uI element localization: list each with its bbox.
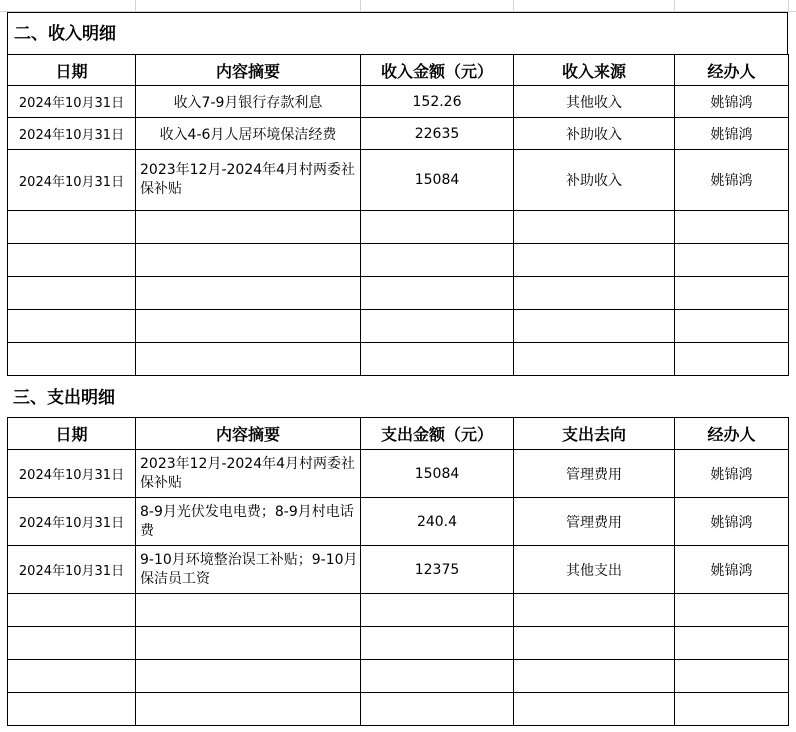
empty-cell[interactable] <box>675 660 789 693</box>
empty-cell[interactable] <box>675 693 789 726</box>
empty-row <box>8 627 789 660</box>
empty-row <box>8 343 789 376</box>
empty-cell[interactable] <box>8 594 136 627</box>
table-row <box>8 450 789 498</box>
cell-date[interactable]: 2024年10月31日 <box>8 450 136 498</box>
empty-row <box>8 660 789 693</box>
empty-row <box>8 594 789 627</box>
table-row <box>8 498 789 546</box>
cell-target[interactable]: 管理费用 <box>514 450 675 498</box>
cell-date[interactable]: 2024年10月31日 <box>8 546 136 594</box>
expense-section-title: 三、支出明细 <box>13 388 115 408</box>
empty-cell[interactable] <box>514 693 675 726</box>
empty-cell[interactable] <box>361 594 514 627</box>
header-handler: 经办人 <box>675 55 789 86</box>
empty-cell[interactable] <box>675 627 789 660</box>
empty-cell[interactable] <box>8 693 136 726</box>
cell-summary[interactable]: 8-9月光伏发电电费；8-9月村电话费 <box>136 498 361 546</box>
empty-cell[interactable] <box>136 310 361 343</box>
cell-source[interactable]: 补助收入 <box>514 150 675 211</box>
income-section-title: 二、收入明细 <box>7 12 788 54</box>
cell-summary[interactable]: 2023年12月-2024年4月村两委社保补贴 <box>136 150 361 211</box>
empty-cell[interactable] <box>675 244 789 277</box>
income-header-row <box>8 55 789 86</box>
cell-summary[interactable]: 收入4-6月人居环境保洁经费 <box>136 118 361 150</box>
empty-cell[interactable] <box>361 627 514 660</box>
empty-cell[interactable] <box>514 594 675 627</box>
empty-cell[interactable] <box>514 244 675 277</box>
empty-cell[interactable] <box>136 693 361 726</box>
empty-cell[interactable] <box>361 244 514 277</box>
cell-amount[interactable]: 15084 <box>361 450 514 498</box>
table-row <box>8 150 789 211</box>
empty-cell[interactable] <box>361 211 514 244</box>
header-summary: 内容摘要 <box>136 418 361 450</box>
header-source: 收入来源 <box>514 55 675 86</box>
table-row <box>8 546 789 594</box>
cell-summary[interactable]: 收入7-9月银行存款利息 <box>136 86 361 118</box>
cell-summary[interactable]: 2023年12月-2024年4月村两委社保补贴 <box>136 450 361 498</box>
cell-handler[interactable]: 姚锦鸿 <box>675 498 789 546</box>
header-summary: 内容摘要 <box>136 55 361 86</box>
empty-cell[interactable] <box>675 343 789 376</box>
cell-source[interactable]: 其他收入 <box>514 86 675 118</box>
empty-cell[interactable] <box>8 211 136 244</box>
empty-row <box>8 244 789 277</box>
top-gridlines <box>0 0 796 12</box>
empty-cell[interactable] <box>361 343 514 376</box>
cell-handler[interactable]: 姚锦鸿 <box>675 450 789 498</box>
cell-target[interactable]: 管理费用 <box>514 498 675 546</box>
empty-cell[interactable] <box>514 660 675 693</box>
income-table <box>7 54 789 376</box>
cell-amount[interactable]: 22635 <box>361 118 514 150</box>
empty-row <box>8 693 789 726</box>
table-row <box>8 86 789 118</box>
empty-cell[interactable] <box>8 660 136 693</box>
empty-cell[interactable] <box>136 244 361 277</box>
empty-cell[interactable] <box>136 277 361 310</box>
empty-cell[interactable] <box>8 277 136 310</box>
header-date: 日期 <box>8 55 136 86</box>
empty-cell[interactable] <box>514 277 675 310</box>
empty-cell[interactable] <box>136 594 361 627</box>
empty-cell[interactable] <box>514 627 675 660</box>
empty-cell[interactable] <box>136 627 361 660</box>
empty-cell[interactable] <box>361 310 514 343</box>
expense-header-row <box>8 418 789 450</box>
empty-row <box>8 211 789 244</box>
table-row <box>8 118 789 150</box>
header-target: 支出去向 <box>514 418 675 450</box>
empty-cell[interactable] <box>361 277 514 310</box>
cell-handler[interactable]: 姚锦鸿 <box>675 546 789 594</box>
empty-cell[interactable] <box>136 211 361 244</box>
empty-cell[interactable] <box>514 343 675 376</box>
empty-cell[interactable] <box>8 244 136 277</box>
cell-handler[interactable]: 姚锦鸿 <box>675 86 789 118</box>
cell-target[interactable]: 其他支出 <box>514 546 675 594</box>
empty-cell[interactable] <box>361 693 514 726</box>
header-amount: 支出金额（元） <box>361 418 514 450</box>
empty-cell[interactable] <box>675 310 789 343</box>
expense-table <box>7 417 789 726</box>
cell-amount[interactable]: 12375 <box>361 546 514 594</box>
empty-cell[interactable] <box>675 211 789 244</box>
cell-amount[interactable]: 15084 <box>361 150 514 211</box>
empty-cell[interactable] <box>514 211 675 244</box>
empty-cell[interactable] <box>675 277 789 310</box>
cell-source[interactable]: 补助收入 <box>514 118 675 150</box>
header-handler: 经办人 <box>675 418 789 450</box>
empty-cell[interactable] <box>8 343 136 376</box>
empty-cell[interactable] <box>514 310 675 343</box>
empty-cell[interactable] <box>8 310 136 343</box>
empty-row <box>8 277 789 310</box>
header-date: 日期 <box>8 418 136 450</box>
cell-date[interactable]: 2024年10月31日 <box>8 150 136 211</box>
cell-summary[interactable]: 9-10月环境整治误工补贴；9-10月保洁员工资 <box>136 546 361 594</box>
cell-amount[interactable]: 240.4 <box>361 498 514 546</box>
cell-date[interactable]: 2024年10月31日 <box>8 86 136 118</box>
cell-amount[interactable]: 152.26 <box>361 86 514 118</box>
cell-date[interactable]: 2024年10月31日 <box>8 118 136 150</box>
empty-cell[interactable] <box>8 627 136 660</box>
cell-date[interactable]: 2024年10月31日 <box>8 498 136 546</box>
header-amount: 收入金额（元） <box>361 55 514 86</box>
empty-cell[interactable] <box>136 343 361 376</box>
cell-handler[interactable]: 姚锦鸿 <box>675 150 789 211</box>
cell-handler[interactable]: 姚锦鸿 <box>675 118 789 150</box>
empty-row <box>8 310 789 343</box>
empty-cell[interactable] <box>675 594 789 627</box>
empty-cell[interactable] <box>361 660 514 693</box>
empty-cell[interactable] <box>136 660 361 693</box>
